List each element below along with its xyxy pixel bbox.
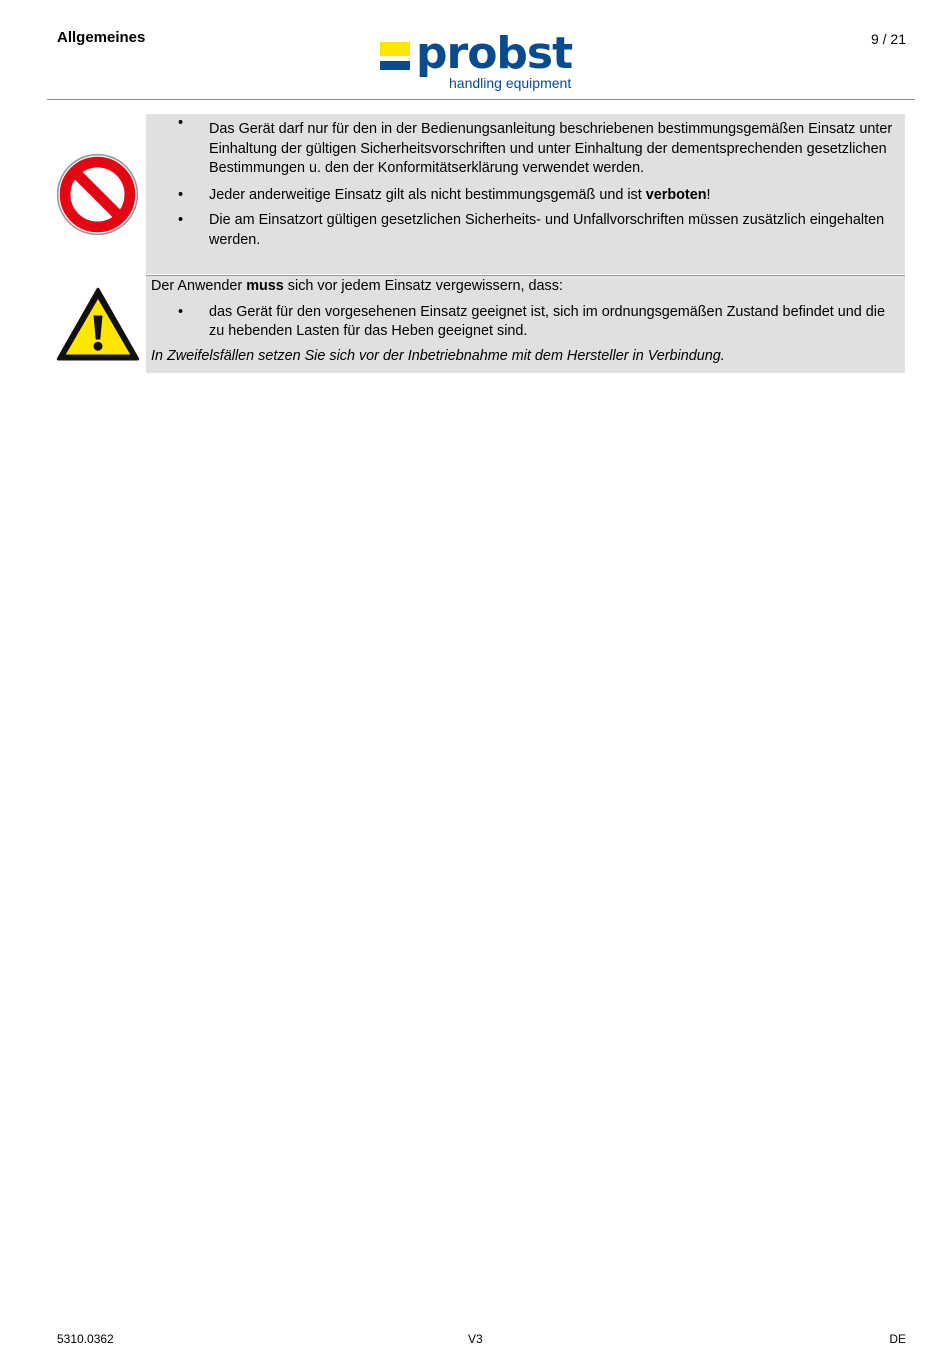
user-duty-notice (146, 276, 905, 373)
warning-triangle-icon (56, 287, 140, 362)
list-item: • Das Gerät darf nur für den in der Bedienungsanleitung beschriebenen bestimmungsgemäßen Einsatz unter Einhaltung der gültigen Sicherheitsvorschriften und unter Einhaltung der dementsprechenden gesetzlichen Bestimmungen u. den der Konformitätserklärung verwendet werden. (178, 115, 893, 177)
logo-mark-icon (380, 42, 410, 72)
page-number: 9 / 21 (870, 31, 906, 47)
section-title: Allgemeines (57, 29, 146, 46)
doc-version: V3 (468, 1332, 483, 1346)
doc-language: DE (889, 1332, 906, 1346)
safety-regulations-text: Die am Einsatzort gültigen gesetzlichen Sicherheits- und Unfallvorschriften müssen zusätzlich eingehalten werden. (209, 212, 885, 248)
intended-use-text: Das Gerät darf nur für den in der Bedienungsanleitung beschriebenen bestimmungsgemäßen Einsatz unter Einhaltung der gültigen Sicherheitsvorschriften und unter Einhaltung der dementsprechenden gesetzlichen Bestimmungen u. den der Konformitätserklärung verwendet werden. (209, 121, 893, 177)
doc-number: 5310.0362 (57, 1332, 114, 1346)
forbidden-emphasis: verboten (645, 186, 707, 203)
list-item: • Jeder anderweitige Einsatz gilt als nicht bestimmungsgemäß und ist verboten! (178, 186, 711, 203)
header-divider (47, 99, 915, 100)
list-item: • Die am Einsatzort gültigen gesetzlichen Sicherheits- und Unfallvorschriften müssen zusätzlich eingehalten werden. (178, 212, 885, 248)
intended-use-notice (146, 114, 905, 274)
user-duty-intro: Der Anwender muss sich vor jedem Einsatz vergewissern, dass: (151, 278, 563, 294)
probst-logo (380, 28, 592, 94)
suitability-text: das Gerät für den vorgesehenen Einsatz geeignet ist, sich im ordnungsgemäßen Zustand befindet und die zu hebenden Lasten für das Heben geeignet sind. (209, 303, 885, 340)
misuse-text: Jeder anderweitige Einsatz gilt als nicht bestimmungsgemäß und ist (209, 186, 646, 203)
logo-brand: probst (416, 28, 573, 79)
must-emphasis: muss (246, 278, 284, 294)
doubt-note: In Zweifelsfällen setzen Sie sich vor der Inbetriebnahme mit dem Hersteller in Verbindung. (151, 347, 725, 364)
list-item: • das Gerät für den vorgesehenen Einsatz geeignet ist, sich im ordnungsgemäßen Zustand befindet und die zu hebenden Lasten für das Heben geeignet sind. (178, 303, 885, 340)
prohibition-sign-icon (56, 153, 139, 236)
logo-tagline: handling equipment (449, 75, 572, 91)
